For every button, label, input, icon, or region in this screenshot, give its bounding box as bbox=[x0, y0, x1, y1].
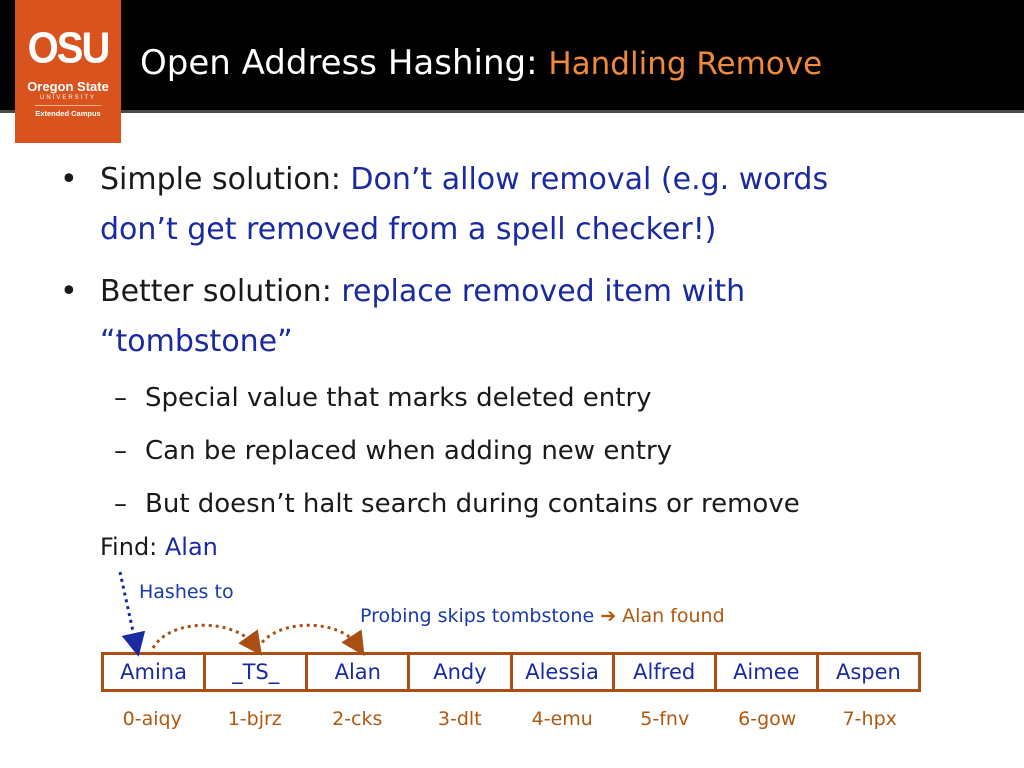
bullet-dot: • bbox=[60, 274, 78, 309]
bullet-simple-solution bbox=[60, 155, 829, 205]
hash-arrow bbox=[120, 572, 136, 645]
find-text: Find: bbox=[100, 533, 165, 561]
probe-text: Probing skips tombstone bbox=[360, 605, 601, 627]
bullet-dot: • bbox=[60, 162, 78, 197]
bullet-lead: Simple solution: bbox=[100, 162, 351, 197]
table-index: 7-hpx bbox=[842, 708, 897, 730]
logo-rule bbox=[35, 105, 101, 106]
table-index: 2-cks bbox=[332, 708, 383, 730]
logo-abbr: OSU bbox=[27, 23, 109, 73]
bullet-detail: Don’t allow removal (e.g. words bbox=[350, 162, 829, 197]
table-cell: Alan bbox=[308, 655, 410, 689]
title-main: Open Address Hashing: bbox=[140, 43, 549, 83]
table-index: 0-aiqy bbox=[122, 708, 182, 730]
table-indices bbox=[101, 708, 921, 730]
dash-marker: – bbox=[114, 489, 127, 519]
bullet-better-solution bbox=[60, 267, 746, 317]
subbullet-replaced bbox=[114, 434, 673, 468]
bullet-simple-solution-cont: don’t get removed from a spell checker!) bbox=[100, 212, 717, 247]
bullet-lead: Better solution: bbox=[100, 274, 342, 309]
probe-arrow-2 bbox=[258, 625, 358, 648]
arrow-right-icon: ➔ bbox=[600, 605, 617, 627]
probe-arrow-1 bbox=[153, 625, 255, 648]
subbullet-text: Special value that marks deleted entry bbox=[145, 383, 652, 413]
table-cell-tombstone: _TS_ bbox=[206, 655, 308, 689]
logo-university: UNIVERSITY bbox=[39, 95, 96, 101]
table-index: 6-gow bbox=[738, 708, 797, 730]
subbullet-no-halt bbox=[114, 487, 800, 521]
hash-table bbox=[101, 652, 921, 692]
subbullet-special-value bbox=[114, 381, 652, 415]
bullet-detail: replace removed item with bbox=[341, 274, 746, 309]
found-text: Alan found bbox=[616, 605, 725, 627]
table-index: 3-dlt bbox=[437, 708, 482, 730]
probe-annotation bbox=[360, 605, 725, 627]
dash-marker: – bbox=[114, 383, 127, 413]
dash-marker: – bbox=[114, 436, 127, 466]
title-subtitle: Handling Remove bbox=[548, 46, 823, 82]
table-cell: Aimee bbox=[717, 655, 819, 689]
hashes-to-label: Hashes to bbox=[139, 581, 234, 603]
table-cell: Alfred bbox=[615, 655, 717, 689]
subbullet-text: Can be replaced when adding new entry bbox=[145, 436, 673, 466]
logo-name: Oregon State bbox=[27, 79, 109, 94]
table-cell: Andy bbox=[410, 655, 512, 689]
table-cell: Amina bbox=[104, 655, 206, 689]
table-index: 5-fnv bbox=[640, 708, 690, 730]
title-divider bbox=[0, 110, 1024, 113]
bullet-better-solution-cont: “tombstone” bbox=[100, 324, 293, 359]
osu-logo bbox=[15, 0, 121, 143]
slide-title bbox=[140, 42, 822, 85]
table-cell: Aspen bbox=[836, 660, 901, 684]
find-value: Alan bbox=[164, 533, 218, 561]
find-label bbox=[100, 532, 218, 562]
table-index: 4-emu bbox=[531, 708, 593, 730]
table-cell: Alessia bbox=[513, 655, 615, 689]
logo-campus: Extended Campus bbox=[35, 109, 101, 118]
subbullet-text: But doesn’t halt search during contains or remove bbox=[145, 489, 800, 519]
table-index: 1-bjrz bbox=[227, 708, 282, 730]
